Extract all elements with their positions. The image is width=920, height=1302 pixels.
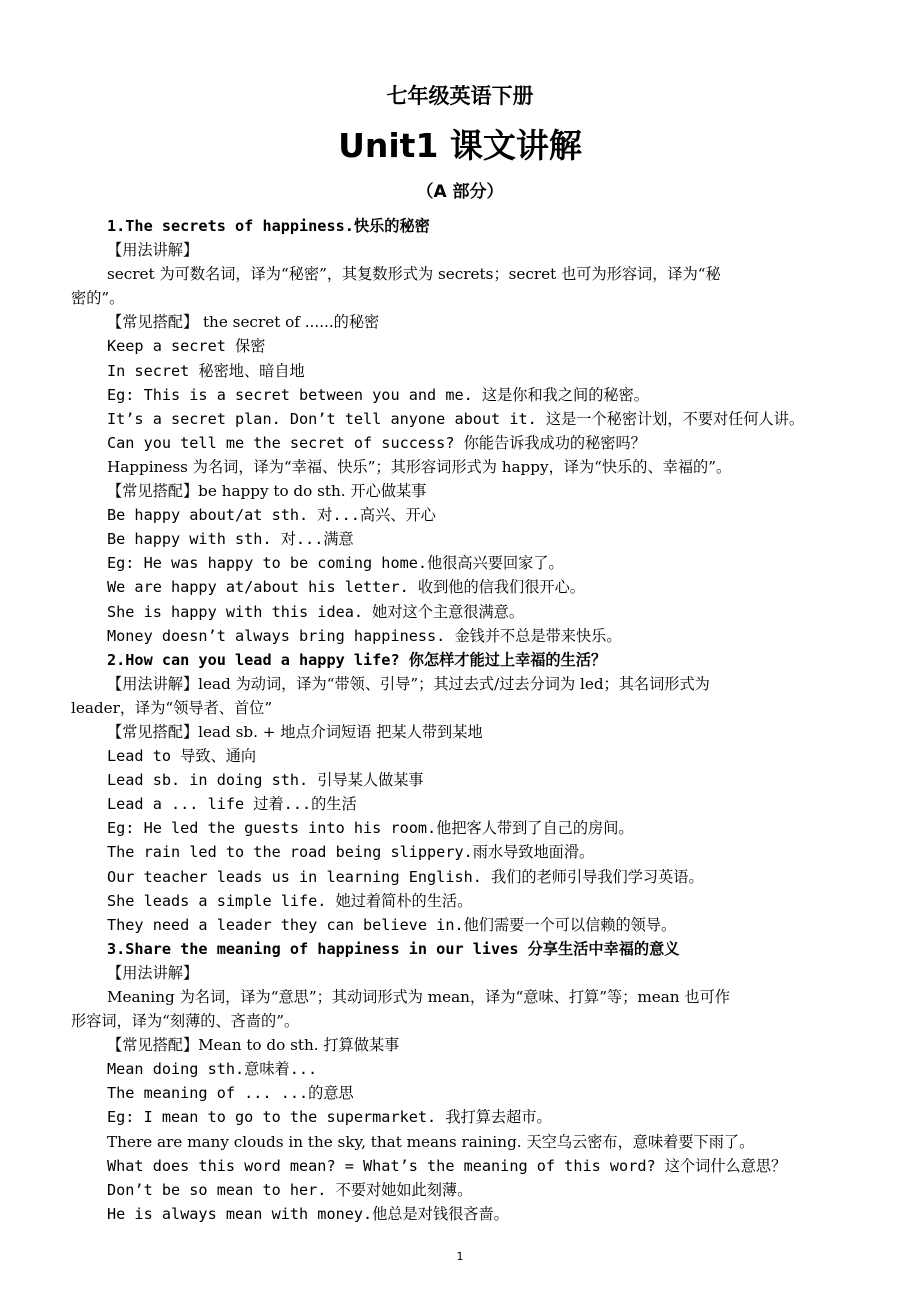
text-line: Be happy with sth. 对...满意 [107, 530, 354, 549]
text-line: What does this word mean? = What’s the meaning of this word? 这个词什么意思？ [107, 1156, 787, 1175]
text-line: 形容词，译为“刻薄的、吝啬的”。 [71, 1012, 300, 1031]
page-number: 1 [456, 1250, 464, 1263]
text-line: In secret 秘密地、暗自地 [107, 361, 305, 380]
text-line: We are happy at/about his letter. 收到他的信我们很开心。 [107, 578, 585, 597]
text-line: leader，译为“领导者、首位” [71, 698, 273, 717]
text-line: Eg: He led the guests into his room.他把客人带到了自己的房间。 [107, 819, 634, 838]
text-line: 密的”。 [71, 289, 125, 308]
text-line: They need a leader they can believe in.他们需要一个可以信赖的领导。 [107, 915, 677, 934]
unit-title: Unit1 课文讲解 [338, 126, 582, 165]
text-line: 【用法讲解】 [107, 963, 199, 982]
text-line: He is always mean with money.他总是对钱很吝啬。 [107, 1204, 509, 1223]
text-line: 【用法讲解】 [107, 241, 199, 260]
text-line: It’s a secret plan. Don’t tell anyone about it. 这是一个秘密计划，不要对任何人讲。 [107, 409, 805, 428]
text-line: secret 为可数名词，译为“秘密”，其复数形式为 secrets；secret 也可为形容词，译为“秘 [107, 265, 721, 284]
text-line: Don’t be so mean to her. 不要对她如此刻薄。 [107, 1180, 473, 1199]
text-line: There are many clouds in the sky, that means raining. 天空乌云密布，意味着要下雨了。 [107, 1132, 755, 1151]
text-line: 【常见搭配】Mean to do sth. 打算做某事 [107, 1036, 400, 1055]
text-line: Can you tell me the secret of success? 你能告诉我成功的秘密吗？ [107, 433, 646, 452]
text-line: 【常见搭配】lead sb. + 地点介词短语 把某人带到某地 [107, 722, 483, 741]
text-line: Eg: I mean to go to the supermarket. 我打算去超市。 [107, 1108, 552, 1127]
text-line: Our teacher leads us in learning English. 我们的老师引导我们学习英语。 [107, 867, 704, 886]
text-line: Happiness 为名词，译为“幸福、快乐”；其形容词形式为 happy，译为“快乐的、幸福的”。 [107, 457, 732, 476]
text-line: She is happy with this idea. 她对这个主意很满意。 [107, 602, 525, 621]
grade-title: 七年级英语下册 [386, 84, 534, 108]
section-heading: 2.How can you lead a happy life? 你怎样才能过上幸福的生活？ [107, 650, 607, 669]
text-line: Eg: This is a secret between you and me. 这是你和我之间的秘密。 [107, 385, 649, 404]
section-heading: 3.Share the meaning of happiness in our lives 分享生活中幸福的意义 [107, 939, 680, 958]
text-line: Lead sb. in doing sth. 引导某人做某事 [107, 771, 424, 790]
lesson-body [71, 214, 861, 1226]
text-line: 【常见搭配】 the secret of ......的秘密 [107, 313, 380, 332]
text-line: The rain led to the road being slippery.雨水导致地面滑。 [107, 843, 595, 862]
text-line: 【常见搭配】be happy to do sth. 开心做某事 [107, 482, 427, 501]
part-title: （A 部分） [416, 182, 504, 202]
text-line: Lead a ... life 过着...的生活 [107, 795, 357, 814]
text-line: Meaning 为名词，译为“意思”；其动词形式为 mean，译为“意味、打算”等；mean 也可作 [107, 988, 730, 1006]
text-line: Mean doing sth.意味着... [107, 1060, 318, 1079]
text-line: Eg: He was happy to be coming home.他很高兴要回家了。 [107, 554, 564, 573]
text-line: Lead to 导致、通向 [107, 747, 257, 766]
text-line: 【用法讲解】lead 为动词，译为“带领、引导”；其过去式/过去分词为 led；其名词形式为 [107, 674, 710, 693]
section-heading: 1.The secrets of happiness.快乐的秘密 [107, 217, 430, 235]
text-line: Keep a secret 保密 [107, 337, 266, 356]
text-line: Money doesn’t always bring happiness. 金钱并不总是带来快乐。 [107, 626, 622, 645]
text-line: She leads a simple life. 她过着简朴的生活。 [107, 891, 473, 910]
text-line: The meaning of ... ...的意思 [107, 1084, 354, 1103]
text-line: Be happy about/at sth. 对...高兴、开心 [107, 506, 436, 525]
